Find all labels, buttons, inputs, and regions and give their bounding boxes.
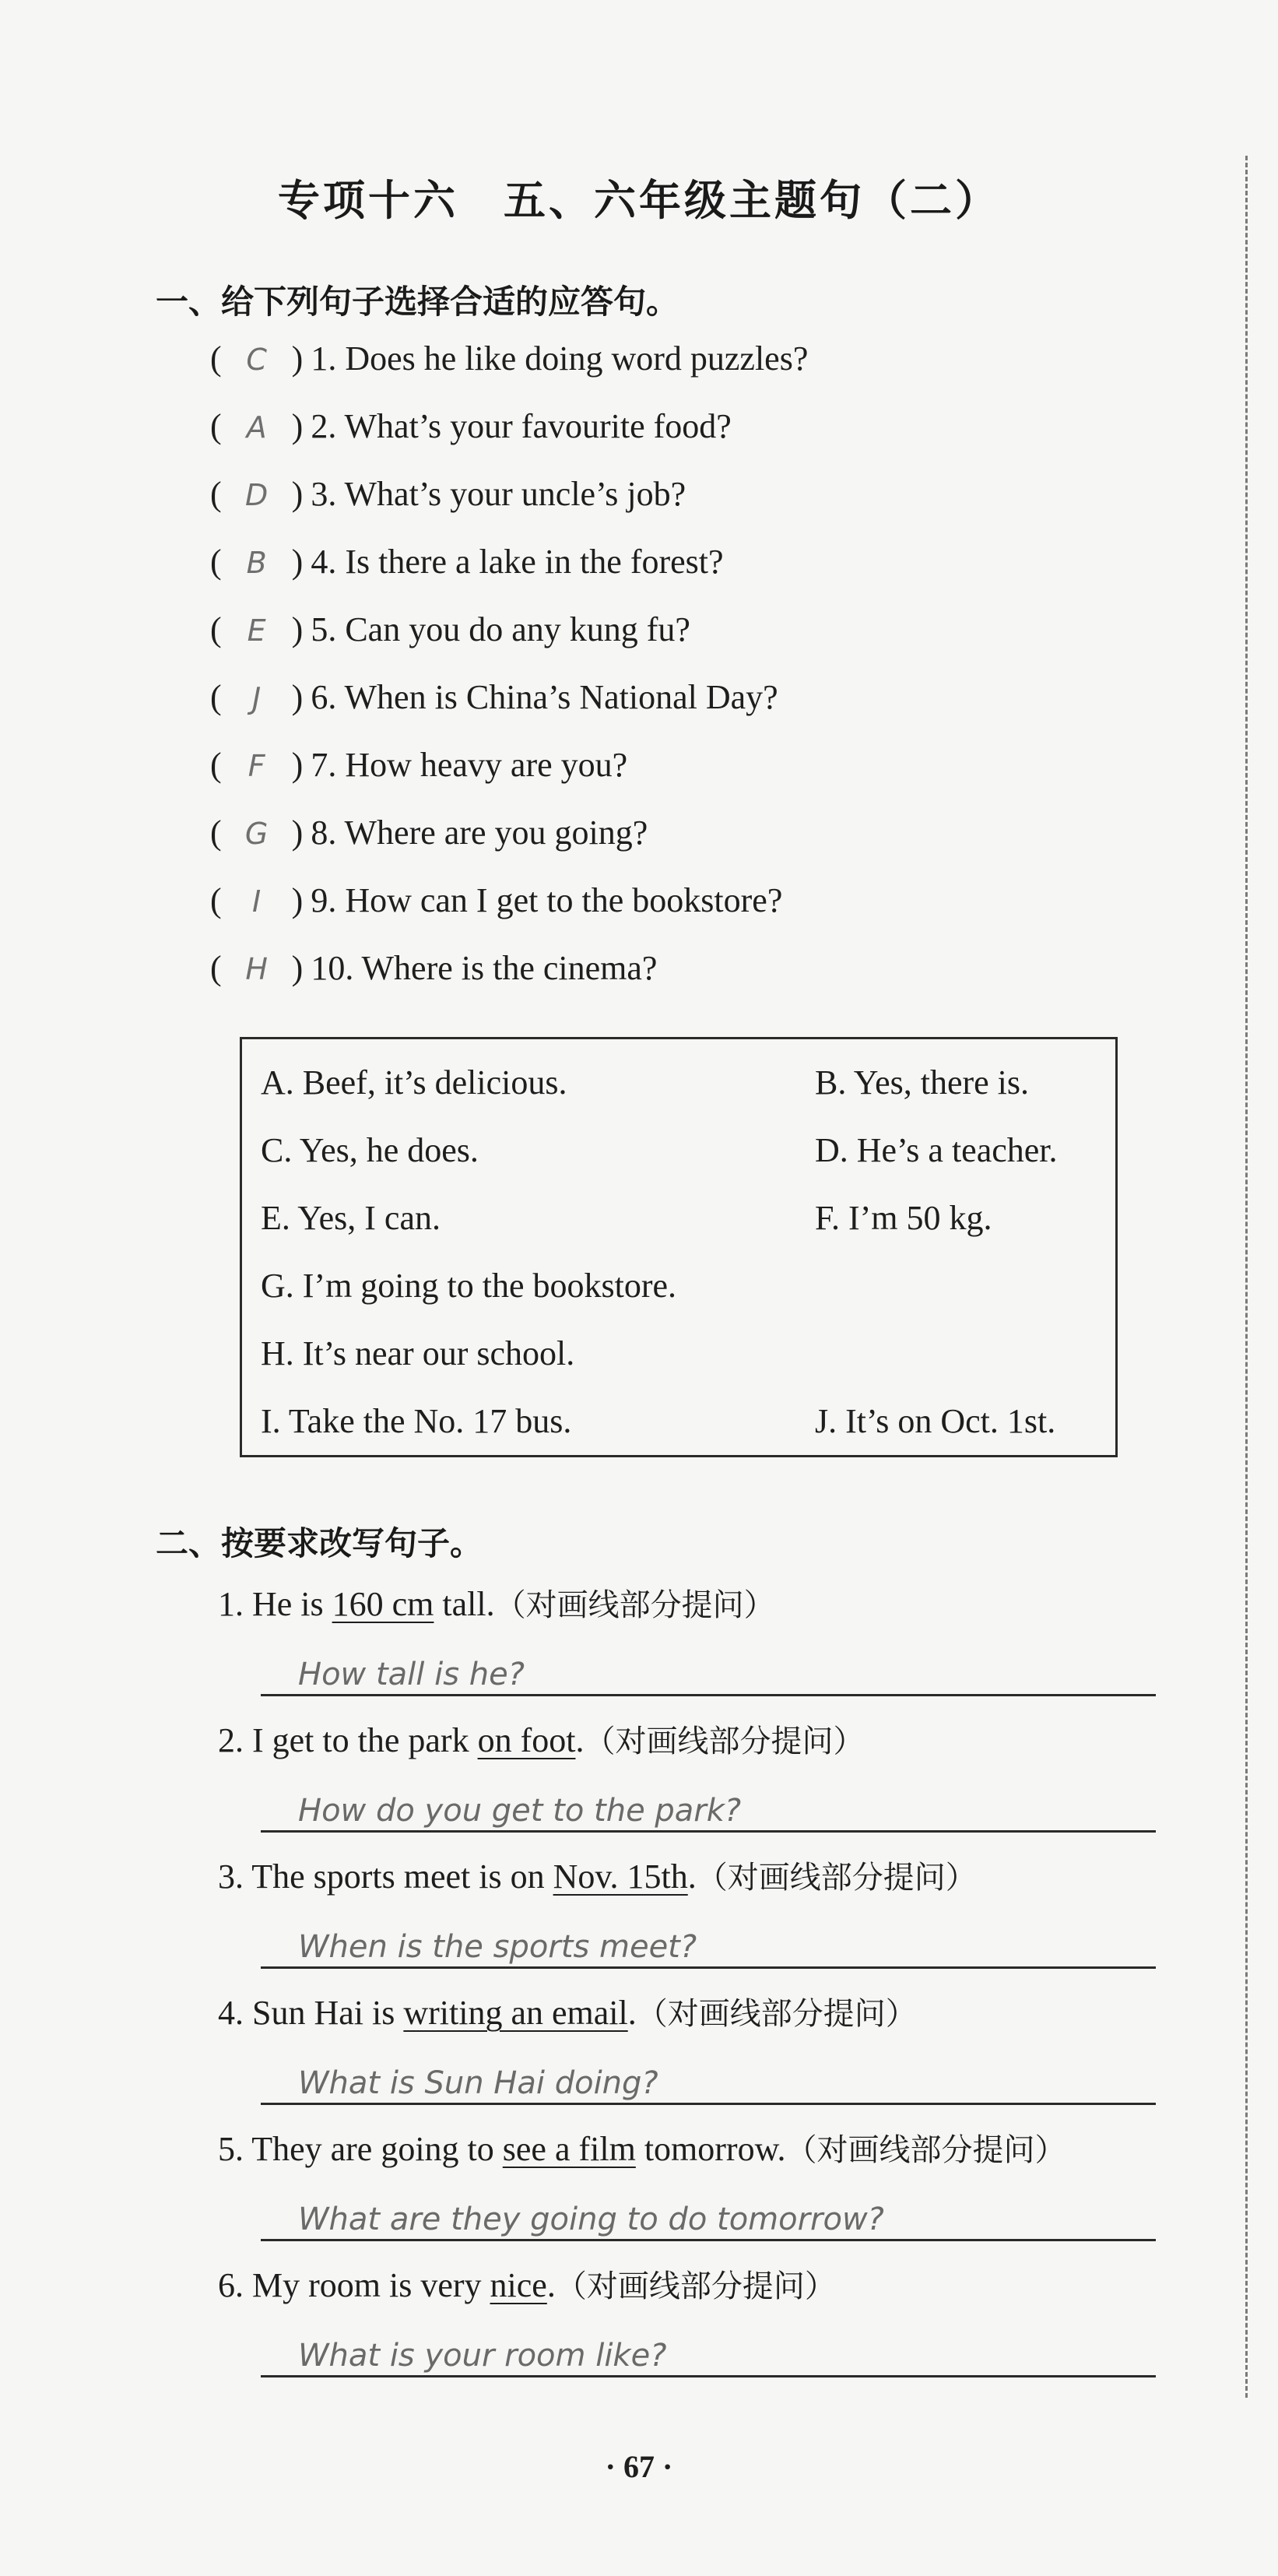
answer-slot[interactable]: [222, 542, 292, 582]
option-e: E. Yes, I can.: [261, 1199, 441, 1237]
instruction: （对画线部分提问）: [555, 2268, 836, 2304]
question-row-3: [210, 474, 686, 521]
underlined-part: writing an email: [403, 1994, 628, 2032]
open-paren: (: [210, 678, 222, 716]
answer-text: What is your room like?: [298, 2338, 667, 2374]
answer-line-4[interactable]: [261, 2058, 1156, 2105]
rewrite-prompt-2: [218, 1717, 864, 1761]
open-paren: (: [210, 746, 222, 784]
page-title: 专项十六 五、六年级主题句（二）: [278, 176, 1000, 225]
answer-letter: H: [245, 952, 268, 986]
instruction: （对画线部分提问）: [584, 1724, 865, 1759]
prompt-post: .: [687, 1857, 697, 1896]
answer-slot[interactable]: [222, 880, 292, 920]
close-paren: ): [291, 339, 304, 378]
instruction: （对画线部分提问）: [785, 2132, 1066, 2168]
option-f: F. I’m 50 kg.: [815, 1199, 992, 1237]
prompt-post: .: [546, 2266, 556, 2304]
option-i: I. Take the No. 17 bus.: [261, 1402, 572, 1440]
answer-line-6[interactable]: [261, 2330, 1156, 2377]
question-text: 8. Where are you going?: [311, 814, 648, 852]
question-text: 1. Does he like doing word puzzles?: [311, 339, 809, 378]
close-paren: ): [291, 814, 304, 852]
open-paren: (: [210, 407, 222, 445]
question-row-9: [210, 880, 782, 927]
answer-text: What is Sun Hai doing?: [298, 2065, 658, 2101]
open-paren: (: [210, 475, 222, 513]
section1-heading: 一、给下列句子选择合适的应答句。: [156, 283, 679, 321]
close-paren: ): [291, 881, 304, 919]
question-row-6: [210, 677, 778, 724]
question-text: 4. Is there a lake in the forest?: [311, 543, 724, 581]
answer-slot[interactable]: [222, 677, 292, 717]
answer-letter: A: [246, 410, 267, 445]
question-text: 6. When is China’s National Day?: [311, 678, 778, 716]
rewrite-prompt-4: [218, 1989, 917, 2033]
option-d: D. He’s a teacher.: [815, 1131, 1058, 1169]
answer-letter: E: [247, 613, 266, 648]
underlined-part: on foot: [477, 1721, 576, 1759]
question-row-1: [210, 339, 808, 385]
open-paren: (: [210, 610, 222, 648]
question-text: 9. How can I get to the bookstore?: [311, 881, 783, 919]
prompt-post: tall.: [434, 1585, 495, 1623]
answer-letter: F: [248, 749, 265, 783]
option-c: C. Yes, he does.: [261, 1131, 479, 1169]
answer-slot[interactable]: [222, 948, 292, 988]
answer-slot[interactable]: [222, 406, 292, 446]
answer-letter: D: [245, 478, 269, 512]
question-row-7: [210, 745, 627, 792]
answer-text: When is the sports meet?: [298, 1929, 697, 1965]
question-text: 3. What’s your uncle’s job?: [311, 475, 686, 513]
close-paren: ): [291, 475, 304, 513]
option-a: A. Beef, it’s delicious.: [261, 1063, 567, 1102]
option-j: J. It’s on Oct. 1st.: [815, 1402, 1056, 1440]
prompt-post: .: [627, 1994, 637, 2032]
answer-line-2[interactable]: [261, 1785, 1156, 1833]
answer-slot[interactable]: [222, 474, 292, 514]
underlined-part: 160 cm: [332, 1585, 434, 1623]
answer-slot[interactable]: [222, 813, 292, 852]
close-paren: ): [291, 610, 304, 648]
answer-line-5[interactable]: [261, 2194, 1156, 2241]
open-paren: (: [210, 881, 222, 919]
answer-text: What are they going to do tomorrow?: [298, 2202, 884, 2237]
option-h: H. It’s near our school.: [261, 1334, 575, 1372]
rewrite-prompt-6: [218, 2261, 836, 2306]
rewrite-prompt-3: [218, 1853, 977, 1897]
close-paren: ): [291, 678, 304, 716]
prompt-pre: 3. The sports meet is on: [218, 1857, 553, 1896]
answer-letter: C: [246, 343, 267, 377]
answer-letter: G: [244, 817, 269, 851]
close-paren: ): [291, 949, 304, 987]
answer-text: How tall is he?: [298, 1657, 525, 1692]
answer-letter: I: [252, 884, 262, 919]
section2-heading: 二、按要求改写句子。: [156, 1524, 483, 1562]
option-g: G. I’m going to the bookstore.: [261, 1267, 677, 1305]
prompt-pre: 1. He is: [218, 1585, 332, 1623]
question-row-5: [210, 610, 690, 656]
question-row-8: [210, 813, 648, 859]
question-row-2: [210, 406, 732, 453]
answer-letter: J: [252, 681, 262, 715]
question-text: 5. Can you do any kung fu?: [311, 610, 690, 648]
answer-slot[interactable]: [222, 610, 292, 649]
prompt-pre: 5. They are going to: [218, 2130, 503, 2168]
open-paren: (: [210, 814, 222, 852]
rewrite-prompt-1: [218, 1580, 775, 1625]
prompt-post: tomorrow.: [635, 2130, 786, 2168]
underlined-part: see a film: [502, 2130, 636, 2168]
question-text: 10. Where is the cinema?: [311, 949, 658, 987]
open-paren: (: [210, 339, 222, 378]
options-box: [240, 1037, 1118, 1457]
question-text: 7. How heavy are you?: [311, 746, 628, 784]
answer-slot[interactable]: [222, 339, 292, 378]
option-b: B. Yes, there is.: [815, 1063, 1030, 1102]
close-paren: ): [291, 746, 304, 784]
open-paren: (: [210, 949, 222, 987]
answer-line-3[interactable]: [261, 1921, 1156, 1969]
answer-line-1[interactable]: [261, 1649, 1156, 1696]
instruction: （对画线部分提问）: [696, 1860, 977, 1896]
close-paren: ): [291, 407, 304, 445]
answer-letter: B: [246, 546, 267, 580]
question-text: 2. What’s your favourite food?: [311, 407, 732, 445]
underlined-part: Nov. 15th: [553, 1857, 688, 1896]
instruction: （对画线部分提问）: [494, 1587, 775, 1623]
answer-slot[interactable]: [222, 745, 292, 785]
underlined-part: nice: [490, 2266, 547, 2304]
question-row-4: [210, 542, 724, 589]
cut-line-divider: [1245, 156, 1248, 2398]
instruction: （对画线部分提问）: [636, 1996, 917, 2032]
prompt-pre: 6. My room is very: [218, 2266, 490, 2304]
page-number: · 67 ·: [605, 2449, 673, 2484]
answer-text: How do you get to the park?: [298, 1793, 742, 1829]
prompt-pre: 2. I get to the park: [218, 1721, 478, 1759]
open-paren: (: [210, 543, 222, 581]
prompt-pre: 4. Sun Hai is: [218, 1994, 404, 2032]
question-row-10: [210, 948, 657, 995]
close-paren: ): [291, 543, 304, 581]
prompt-post: .: [575, 1721, 585, 1759]
rewrite-prompt-5: [218, 2125, 1066, 2170]
